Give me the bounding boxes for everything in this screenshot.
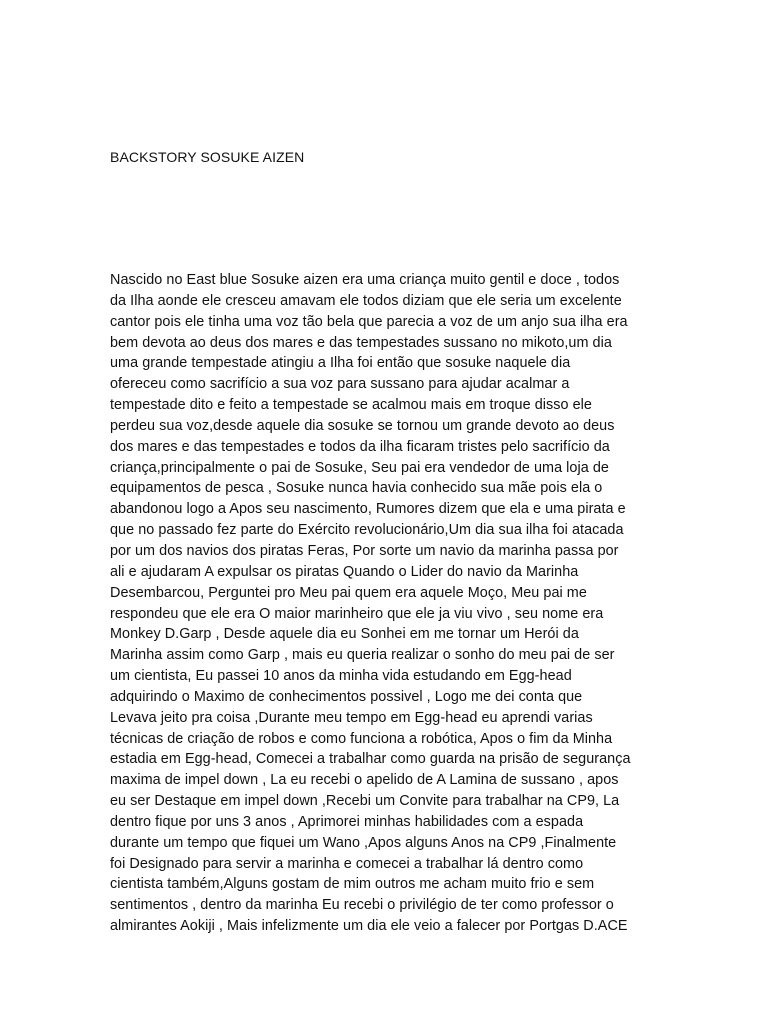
body-line: criança,principalmente o pai de Sosuke, Seu pai era vendedor de uma loja de [110,459,609,476]
body-line: cientista também,Alguns gostam de mim outros me acham muito frio e sem [110,876,595,893]
body-line: adquirindo o Maximo de conhecimentos possivel , Logo me dei conta que [110,688,583,705]
body-line: dentro fique por uns 3 anos , Aprimorei minhas habilidades com a espada [110,813,584,830]
body-line: ofereceu como sacrifício a sua voz para sussano para ajudar acalmar a [110,376,570,393]
body-line: eu ser Destaque em impel down ,Recebi um Convite para trabalhar na CP9, La [110,793,620,810]
document-title: BACKSTORY SOSUKE AIZEN [110,149,305,165]
body-line: durante um tempo que fiquei um Wano ,Apos alguns Anos na CP9 ,Finalmente [110,834,617,851]
body-line: respondeu que ele era O maior marinheiro que ele ja viu vivo , seu nome era [110,605,604,622]
document-body [110,270,670,937]
body-line: por um dos navios dos piratas Feras, Por sorte um navio da marinha passa por [110,542,619,559]
body-line: técnicas de criação de robos e como funciona a robótica, Apos o fim da Minha [110,730,613,747]
body-line: Desembarcou, Perguntei pro Meu pai quem era aquele Moço, Meu pai me [110,584,587,601]
body-line: dos mares e das tempestades e todos da ilha ficaram tristes pelo sacrifício da [110,438,610,455]
body-line: um cientista, Eu passei 10 anos da minha vida estudando em Egg-head [110,668,572,685]
body-line: Nascido no East blue Sosuke aizen era uma criança muito gentil e doce , todos [110,272,620,288]
body-line: bem devota ao deus dos mares e das tempestades sussano no mikoto,um dia [110,334,612,351]
body-line: maxima de impel down , La eu recebi o apelido de A Lamina de sussano , apos [110,772,619,789]
body-line: ali e ajudaram A expulsar os piratas Quando o Lider do navio da Marinha [110,563,579,580]
body-line: Monkey D.Garp , Desde aquele dia eu Sonhei em me tornar um Herói da [110,626,579,643]
body-line: equipamentos de pesca , Sosuke nunca havia conhecido sua mãe pois ela o [110,480,603,497]
body-line: cantor pois ele tinha uma voz tão bela que parecia a voz de um anjo sua ilha era [110,313,628,330]
body-line: Levava jeito pra coisa ,Durante meu tempo em Egg-head eu aprendi varias [110,709,593,726]
body-line: da Ilha aonde ele cresceu amavam ele todos diziam que ele seria um excelente [110,292,622,309]
body-line: abandonou logo a Apos seu nascimento, Rumores dizem que ela e uma pirata e [110,501,626,518]
body-line: almirantes Aokiji , Mais infelizmente um dia ele veio a falecer por Portgas D.ACE [110,918,628,935]
body-line: que no passado fez parte do Exército revolucionário,Um dia sua ilha foi atacada [110,522,624,539]
body-line: uma grande tempestade atingiu a Ilha foi então que sosuke naquele dia [110,355,571,372]
body-line: Marinha assim como Garp , mais eu queria realizar o sonho do meu pai de ser [110,647,615,664]
body-line: foi Designado para servir a marinha e comecei a trabalhar lá dentro como [110,855,584,872]
body-line: sentimentos , dentro da marinha Eu recebi o privilégio de ter como professor o [110,897,614,914]
body-line: estadia em Egg-head, Comecei a trabalhar como guarda na prisão de segurança [110,751,631,768]
body-line: perdeu sua voz,desde aquele dia sosuke se tornou um grande devoto ao deus [110,417,615,434]
body-line: tempestade dito e feito a tempestade se acalmou mais em troque disso ele [110,397,592,414]
